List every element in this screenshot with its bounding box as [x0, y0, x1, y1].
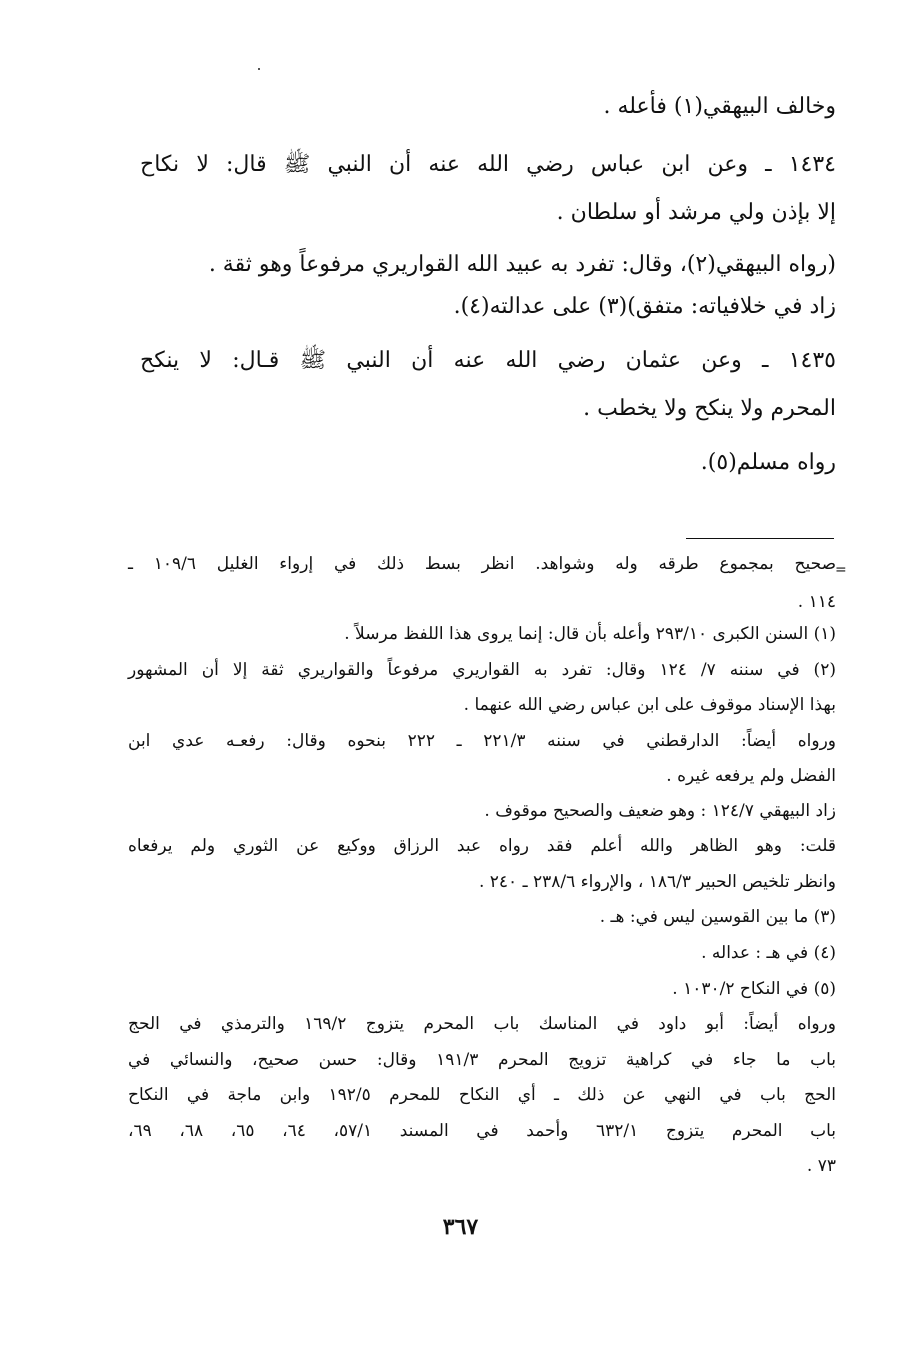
footnote-line-17: باب المحرم يتزوج ٦٣٢/١ وأحمد في المسند ٥٧/١، ٦٤، ٦٥، ٦٨، ٦٩، [128, 1121, 837, 1141]
main-line-4: (رواه البيهقي(٢)، وقال: تفرد به عبيد الله القواريري مرفوعاً وهو ثقة . [208, 252, 836, 277]
main-line-7: المحرم ولا ينكح ولا يخطب . [583, 396, 836, 421]
main-line-6: ١٤٣٥ ـ وعن عثمان رضي الله عنه أن النبي ﷺ قـال: لا ينكح [140, 348, 836, 373]
footnote-line-7: الفضل ولم يرفعه غيره . [666, 766, 836, 786]
footnote-line-13: (٥) في النكاح ١٠٣٠/٢ . [672, 979, 836, 999]
footnote-line-9: قلت: وهو الظاهر والله أعلم فقد رواه عبد الرزاق ووكيع عن الثوري ولم يرفعاه [128, 836, 836, 856]
footnote-line-5: بهذا الإسناد موقوف على ابن عباس رضي الله عنهما . [463, 695, 836, 715]
main-line-8: رواه مسلم(٥). [700, 450, 836, 475]
footnote-separator [686, 538, 834, 539]
footnote-line-11: (٣) ما بين القوسين ليس في: هـ . [599, 907, 836, 927]
speck-mark [258, 68, 260, 70]
main-line-1: وخالف البيهقي(١) فأعله . [603, 94, 836, 119]
footnote-line-2: ١١٤ . [797, 592, 836, 612]
footnote-line-15: باب ما جاء في كراهية تزويج المحرم ١٩١/٣ وقال: حسن صحيح، والنسائي في [128, 1050, 837, 1070]
page-number: ٣٦٧ [442, 1214, 479, 1240]
main-line-3: إلا بإذن ولي مرشد أو سلطان . [556, 200, 836, 225]
footnote-line-1: صحيح بمجموع طرقه وله وشواهد. انظر بسط ذلك في إرواء الغليل ١٠٩/٦ ـ [128, 554, 836, 574]
footnote-line-10: وانظر تلخيص الحبير ١٨٦/٣ ، والإرواء ٢٣٨/٦ ـ ٢٤٠ . [478, 872, 836, 892]
main-line-2: ١٤٣٤ ـ وعن ابن عباس رضي الله عنه أن النبي ﷺ قال: لا نكاح [140, 152, 836, 177]
footnote-line-3: (١) السنن الكبرى ٢٩٣/١٠ وأعله بأن قال: إنما يروى هذا اللفظ مرسلاً . [344, 624, 836, 644]
continuation-mark: = [835, 562, 847, 578]
footnote-line-6: ورواه أيضاً: الدارقطني في سننه ٢٢١/٣ ـ ٢٢٢ بنحوه وقال: رفعـه عدي ابن [128, 731, 836, 751]
footnote-line-8: زاد البيهقي ١٢٤/٧ : وهو ضعيف والصحيح موقوف . [484, 801, 836, 821]
footnote-line-4: (٢) في سننه ٧/ ١٢٤ وقال: تفرد به القواريري مرفوعاً والقواريري ثقة إلا أن المشهور [128, 660, 836, 680]
footnote-line-16: الحج باب في النهي عن ذلك ـ أي النكاح للمحرم ١٩٢/٥ وابن ماجة في النكاح [128, 1085, 836, 1105]
footnote-line-14: ورواه أيضاً: أبو داود في المناسك باب المحرم يتزوج ١٦٩/٢ والترمذي في الحج [128, 1014, 836, 1034]
footnote-line-18: ٧٣ . [806, 1156, 836, 1176]
footnote-line-12: (٤) في هـ : عداله . [701, 943, 836, 963]
main-line-5: زاد في خلافياته: متفق)(٣) على عدالته(٤). [453, 294, 836, 319]
